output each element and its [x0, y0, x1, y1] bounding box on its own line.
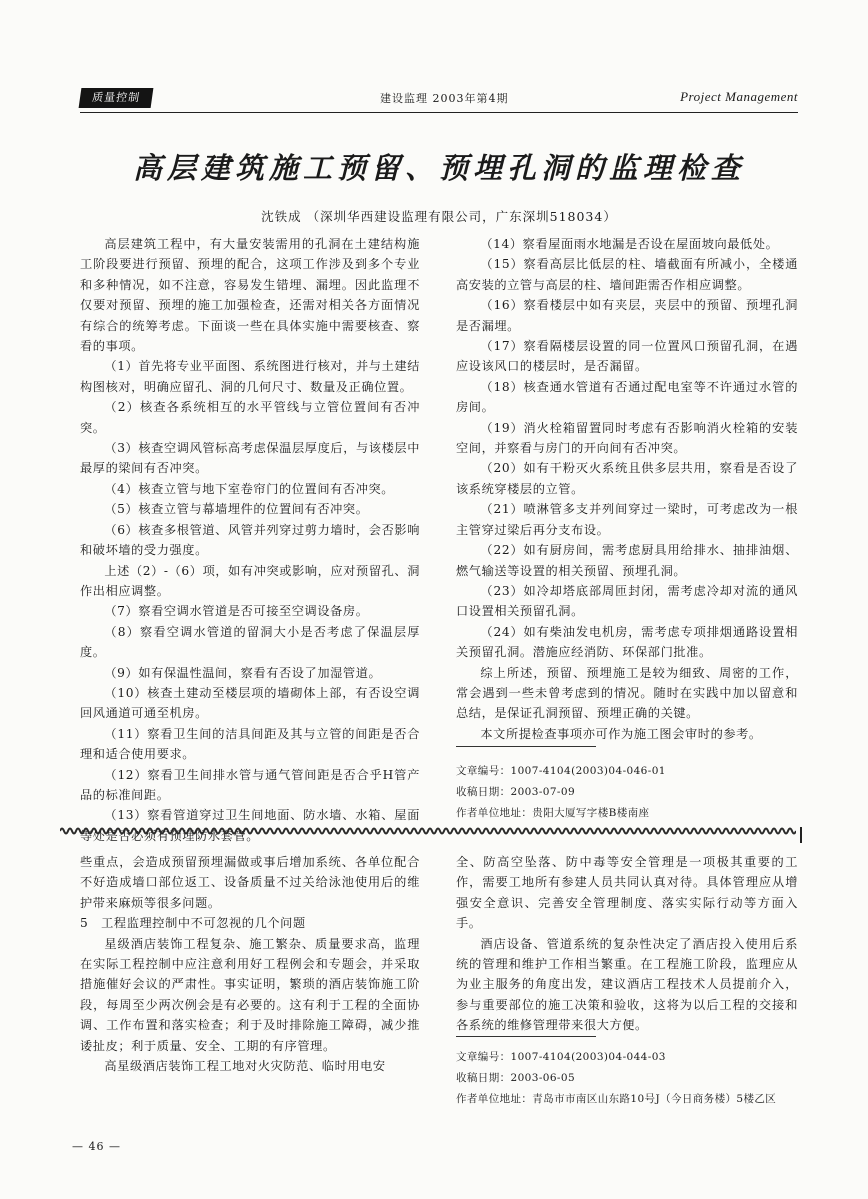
paragraph: 星级酒店装饰工程复杂、施工繁杂、质量要求高，监理在实际工程控制中应注意利用好工程例会和专题会，并采取措施催好会议的严肃性。事实证明，繁琐的酒店装饰施工阶段，每周至少两次例会是有必要的。这有利于工程的全面协调、工作布置和落实检查；利于及时排除施工障碍，减少推诿扯皮；利于质量、安全、工期的有序管理。: [80, 936, 420, 1053]
paragraph: （23）如冷却塔底部周匝封闭，需考虑冷却对流的通风口设置相关预留孔洞。: [456, 583, 798, 619]
paragraph: （5）核查立管与幕墙埋件的位置间有否冲突。: [104, 502, 369, 517]
received-date: 收稿日期：2003-07-09: [456, 786, 576, 798]
paragraph: 高星级酒店装饰工程工地对火灾防范、临时用电安: [104, 1059, 386, 1074]
paragraph: （16）察看楼层中如有夹层，夹层中的预留、预埋孔洞是否漏埋。: [456, 298, 798, 333]
paragraph: （15）察看高层比低层的柱、墙截面有所减小，全楼通高安装的立管与高层的柱、墙间距需否作相应调整。: [456, 257, 798, 292]
paragraph: （22）如有厨房间，需考虑厨具用给排水、抽排油烟、燃气输送等设置的相关预留、预埋孔洞。: [456, 543, 798, 578]
paragraph: 本文所提检查事项亦可作为施工图会审时的参考。: [480, 726, 762, 741]
left-column-bottom: [80, 852, 420, 1076]
journal-english-name: Project Management: [680, 89, 798, 104]
paragraph: （1）首先将专业平面图、系统图进行核对，并与土建结构图核对，明确应留孔、洞的几何尺寸、数量及正确位置。: [80, 359, 420, 394]
decorative-divider: [60, 825, 796, 837]
paragraph: （3）核查空调风管标高考虑保温层厚度后，与该楼层中最厚的梁间有否冲突。: [80, 441, 420, 476]
footnote-rule: [456, 1036, 596, 1037]
left-column-top: [80, 234, 420, 846]
paragraph: 高层建筑工程中，有大量安装需用的孔洞在土建结构施工阶段要进行预留、预埋的配合，这项工作涉及到多个专业和多种情况，如不注意，容易发生错埋、漏埋。因此监理不仅要对预留、预埋的施工加强检查，还需对相关各方面情况有综合的统筹考虑。下面谈一些在具体实施中需要核查、察看的事项。: [80, 237, 420, 354]
paragraph: （11）察看卫生间的洁具间距及其与立管的间距是否合理和适合使用要求。: [80, 726, 420, 762]
paragraph: 些重点，会造成预留预埋漏做或事后增加系统、各单位配合不好造成墙口部位返工、设备质量不过关给泳池使用后的维护带来麻烦等很多问题。: [80, 855, 420, 910]
paragraph: 上述（2）-（6）项，如有冲突或影响，应对预留孔、洞作出相应调整。: [80, 563, 420, 598]
article-author: 沈铁成 （深圳华西建设监理有限公司，广东深圳518034）: [261, 209, 617, 224]
paragraph: （17）察看隔楼层设置的同一位置风口预留孔洞，在遇应设该风口的楼层时，是否漏留。: [456, 339, 798, 374]
paragraph: 酒店设备、管道系统的复杂性决定了酒店投入使用后系统的管理和维护工作相当繁重。在工程施工阶段，监理应从为业主服务的角度出发，建议酒店工程技术人员提前介入，参与重要部位的施工决策和验收，这将为以后工程的交接和各系统的维修管理带来很大方便。: [456, 936, 798, 1033]
paragraph: （18）核查通水管道有否通过配电室等不许通过水管的房间。: [456, 379, 798, 415]
author-address: 作者单位地址：贵阳大厦写字楼B楼南座: [456, 807, 650, 819]
paragraph: （24）如有柴油发电机房，需考虑专项排烟通路设置相关预留孔洞。潜施应经消防、环保部门批准。: [456, 624, 798, 660]
paragraph: 全、防高空坠落、防中毒等安全管理是一项极其重要的工作，需要工地所有参建人员共同认真对待。具体管理应从增强安全意识、完善安全管理制度、落实实际行动等方面入手。: [456, 855, 798, 931]
paragraph: （8）察看空调水管道的留洞大小是否考虑了保温层厚度。: [80, 624, 420, 660]
paragraph: （12）察看卫生间排水管与通气管间距是否合乎H管产品的标准间距。: [80, 767, 420, 802]
header-rule: [80, 112, 798, 113]
paragraph: （9）如有保温性温间，察看有否设了加湿管道。: [104, 665, 382, 680]
right-column-bottom: [456, 852, 798, 1036]
section-badge: 质量控制: [79, 88, 154, 108]
paragraph: （20）如有干粉灭火系统且供多层共用，察看是否设了该系统穿楼层的立管。: [456, 461, 798, 496]
article-notes-top: [456, 761, 798, 824]
article-notes-bottom: [456, 1047, 798, 1110]
footnote-rule: [456, 746, 596, 747]
divider-end-mark: [800, 827, 802, 843]
paragraph: （21）喷淋管多支并列间穿过一梁时，可考虑改为一根主管穿过梁后再分支布设。: [456, 502, 798, 537]
right-column-top: [456, 234, 798, 744]
received-date: 收稿日期：2003-06-05: [456, 1072, 576, 1084]
page-number: — 46 —: [72, 1140, 121, 1153]
paragraph: （2）核查各系统相互的水平管线与立管位置间有否冲突。: [80, 400, 420, 435]
article-number: 文章编号：1007-4104(2003)04-046-01: [456, 765, 666, 777]
page-header: [80, 86, 798, 112]
paragraph: （14）察看屋面雨水地漏是否设在屋面坡向最低处。: [480, 237, 779, 251]
section-heading: 5 工程监理控制中不可忽视的几个问题: [80, 916, 306, 931]
paragraph: （4）核查立管与地下室卷帘门的位置间有否冲突。: [104, 481, 395, 496]
paragraph: （7）察看空调水管道是否可接至空调设备房。: [104, 604, 369, 619]
paragraph: （19）消火栓箱留置同时考虑有否影响消火栓箱的安装空间，并察看与房门的开向间有否冲突。: [456, 420, 798, 456]
journal-issue: 建设监理 2003年第4期: [380, 92, 509, 105]
article-number: 文章编号：1007-4104(2003)04-044-03: [456, 1051, 666, 1063]
paragraph: （13）察看管道穿过卫生间地面、防水墙、水箱、屋面等处是否必须有预埋防水套管。: [80, 808, 420, 843]
paragraph: （10）核查土建动至楼层项的墙砌体上部，有否设空调回风通道可通至机房。: [80, 685, 420, 721]
paragraph: （6）核查多根管道、风管并列穿过剪力墙时，会否影响和破坏墙的受力强度。: [80, 522, 420, 558]
paragraph: 综上所述，预留、预埋施工是较为细致、周密的工作，常会遇到一些未曾考虑到的情况。随时在实践中加以留意和总结，是保证孔洞预留、预埋正确的关键。: [456, 665, 798, 721]
author-address: 作者单位地址：青岛市市南区山东路10号J（今日商务楼）5楼乙区: [456, 1093, 777, 1105]
article-title: 高层建筑施工预留、预埋孔洞的监理检查: [132, 151, 745, 185]
